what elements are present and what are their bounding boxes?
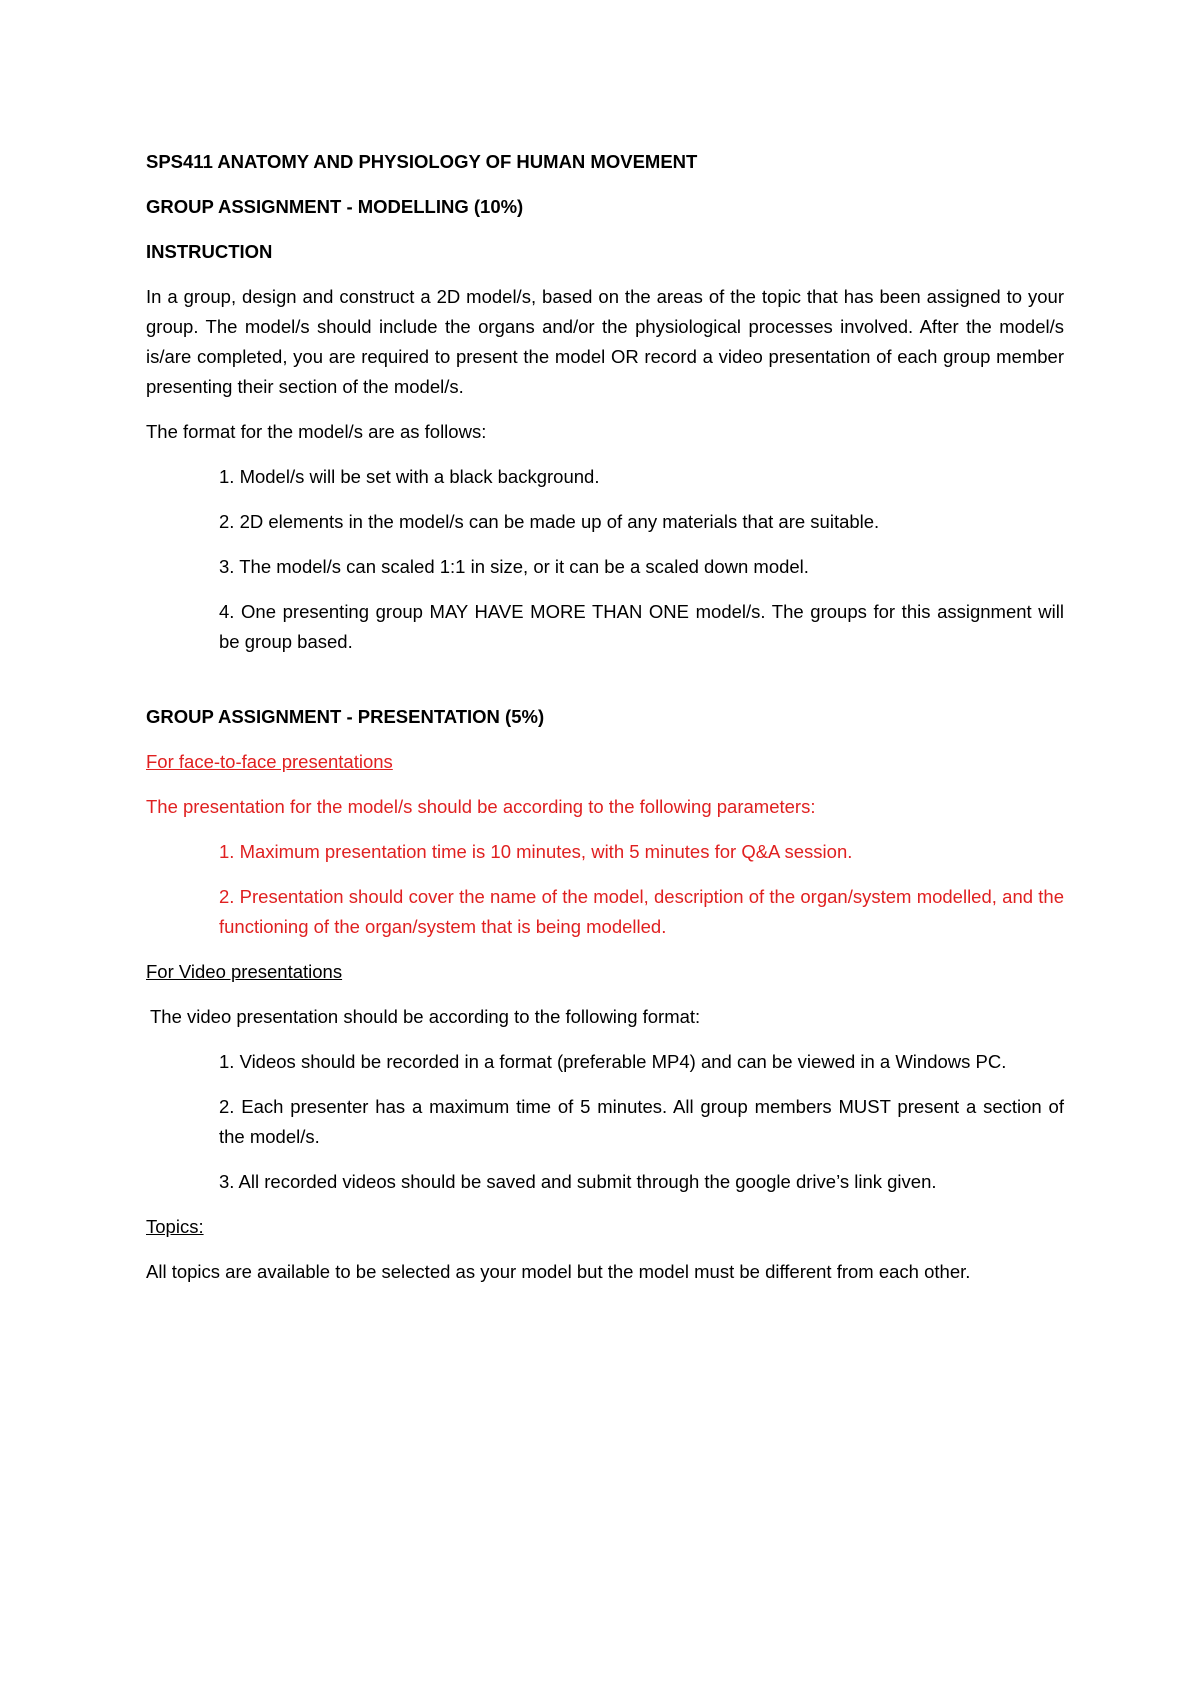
face-to-face-item: 1. Maximum presentation time is 10 minutes, with 5 minutes for Q&A session. xyxy=(219,841,853,862)
video-intro: The video presentation should be according to the following format: xyxy=(150,1006,701,1027)
topics-paragraph: All topics are available to be selected as your model but the model must be different from each other. xyxy=(146,1261,971,1282)
format-item: 3. The model/s can scaled 1:1 in size, or it can be a scaled down model. xyxy=(219,556,809,577)
modelling-heading: GROUP ASSIGNMENT - MODELLING (10%) xyxy=(146,196,524,217)
format-intro: The format for the model/s are as follows: xyxy=(146,421,487,442)
face-to-face-list xyxy=(146,837,1064,942)
video-list xyxy=(146,1047,1064,1197)
document-page xyxy=(146,147,1064,1302)
format-list xyxy=(146,462,1064,657)
instruction-label: INSTRUCTION xyxy=(146,241,273,262)
face-to-face-label: For face-to-face presentations xyxy=(146,751,393,772)
topics-label: Topics: xyxy=(146,1216,204,1237)
video-item: 1. Videos should be recorded in a format (preferable MP4) and can be viewed in a Windows PC. xyxy=(219,1051,1007,1072)
video-item: 2. Each presenter has a maximum time of 5 minutes. All group members MUST present a section of the model/s. xyxy=(219,1096,1064,1147)
video-label: For Video presentations xyxy=(146,961,343,982)
video-item: 3. All recorded videos should be saved and submit through the google drive’s link given. xyxy=(219,1171,937,1192)
format-item: 4. One presenting group MAY HAVE MORE THAN ONE model/s. The groups for this assignment will be group based. xyxy=(219,601,1064,652)
face-to-face-item: 2. Presentation should cover the name of the model, description of the organ/system modelled, and the functioning of the organ/system that is being modelled. xyxy=(219,886,1064,937)
format-item: 1. Model/s will be set with a black background. xyxy=(219,466,600,487)
face-to-face-intro: The presentation for the model/s should be according to the following parameters: xyxy=(146,796,816,817)
presentation-heading: GROUP ASSIGNMENT - PRESENTATION (5%) xyxy=(146,706,545,727)
instruction-paragraph: In a group, design and construct a 2D model/s, based on the areas of the topic that has been assigned to your group. The model/s should include the organs and/or the physiological processes involved. After the model/s is/are completed, you are required to present the model OR record a video presentation of each group member presenting their section of the model/s. xyxy=(146,286,1064,397)
course-title: SPS411 ANATOMY AND PHYSIOLOGY OF HUMAN MOVEMENT xyxy=(146,151,698,172)
format-item: 2. 2D elements in the model/s can be made up of any materials that are suitable. xyxy=(219,511,880,532)
section-spacer xyxy=(146,672,1064,702)
